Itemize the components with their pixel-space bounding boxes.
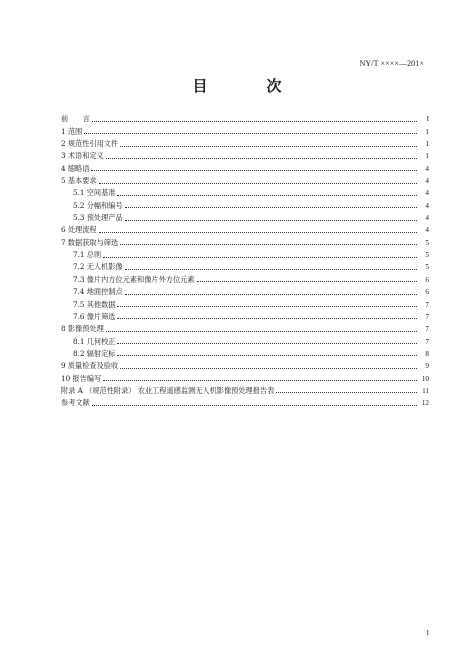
- dot-leader: [91, 170, 417, 171]
- toc-entry[interactable]: [61, 173, 429, 185]
- dot-leader: [117, 343, 417, 344]
- dot-leader: [117, 195, 417, 196]
- toc-subentry[interactable]: [61, 197, 429, 209]
- toc-entry[interactable]: [61, 395, 429, 407]
- toc-subentry[interactable]: [61, 185, 429, 197]
- toc-entry-label: 2 规范性引用文件: [61, 139, 119, 149]
- toc-entry-label: 6 处理流程: [61, 225, 97, 235]
- toc-subentry[interactable]: [61, 284, 429, 296]
- toc-entry-label: 7.3 像片内方位元素和像片外方位元素: [73, 274, 195, 284]
- toc-entry-page: 7: [425, 300, 429, 309]
- toc-entry[interactable]: [61, 222, 429, 234]
- toc-entry-page: 7: [425, 312, 429, 321]
- dot-leader: [125, 207, 417, 208]
- toc-entry-page: 11: [422, 386, 429, 395]
- standard-code: NY/T ××××—201×: [359, 59, 424, 68]
- toc-subentry[interactable]: [61, 309, 429, 321]
- dot-leader: [99, 232, 417, 233]
- toc-entry[interactable]: [61, 358, 429, 370]
- toc-entry-page: 4: [425, 189, 429, 198]
- toc-entry-label: 4 缩略语: [61, 163, 90, 173]
- dot-leader: [92, 121, 417, 122]
- dot-leader: [103, 257, 417, 258]
- toc-entry[interactable]: [61, 234, 429, 246]
- toc-entry-label: 10 报告编写: [61, 373, 102, 383]
- toc-entry-page: 4: [425, 214, 429, 223]
- toc-entry-page: 1: [425, 127, 429, 136]
- dot-leader: [120, 244, 417, 245]
- toc-entry[interactable]: [61, 136, 429, 148]
- toc-entry-label: 8 影像预处理: [61, 324, 104, 334]
- toc-entry[interactable]: [61, 123, 429, 135]
- dot-leader: [125, 294, 417, 295]
- dot-leader: [106, 158, 417, 159]
- dot-leader: [92, 405, 417, 406]
- toc-entry-page: 6: [425, 288, 429, 297]
- toc-entry-page: 4: [425, 226, 429, 235]
- toc-subentry[interactable]: [61, 247, 429, 259]
- toc-entry-label: 3 术语和定义: [61, 151, 104, 161]
- dot-leader: [125, 269, 417, 270]
- dot-leader: [125, 220, 417, 221]
- toc-entry-page: 8: [425, 349, 429, 358]
- toc-entry-page: 5: [425, 263, 429, 272]
- page-number: I: [426, 629, 429, 637]
- toc-entry-label: 7.1 总则: [73, 250, 102, 260]
- dot-leader: [120, 368, 417, 369]
- toc-entry-label: 7.5 其他数据: [73, 299, 116, 309]
- toc-entry-page: 7: [425, 325, 429, 334]
- toc-subentry[interactable]: [61, 210, 429, 222]
- toc-entry[interactable]: [61, 148, 429, 160]
- toc-entry-label: 7.6 像片筛选: [73, 311, 116, 321]
- toc-entry-page: 9: [425, 362, 429, 371]
- toc-entry-label: 5 基本要求: [61, 176, 97, 186]
- toc-entry-page: 4: [425, 164, 429, 173]
- toc-entry-page: 6: [425, 275, 429, 284]
- toc-entry[interactable]: [61, 321, 429, 333]
- toc-subentry[interactable]: [61, 259, 429, 271]
- toc-subentry[interactable]: [61, 333, 429, 345]
- toc-entry-label: 5.1 空间基准: [73, 188, 116, 198]
- toc-entry-label: 7 数据获取与筛选: [61, 237, 119, 247]
- toc-entry-page: 1: [425, 152, 429, 161]
- toc-entry-label: 5.3 预处理产品: [73, 213, 123, 223]
- toc-entry-label: 前 言: [61, 114, 90, 124]
- toc-entry-label: 9 质量检查及验收: [61, 361, 119, 371]
- toc-entry-page: 10: [421, 374, 429, 383]
- dot-leader: [276, 392, 417, 393]
- toc-entry-page: 1: [425, 140, 429, 149]
- toc-subentry[interactable]: [61, 296, 429, 308]
- toc-entry-label: 参考文献: [61, 398, 90, 408]
- toc-entry-page: 4: [425, 177, 429, 186]
- dot-leader: [120, 146, 417, 147]
- page-title: 目 次: [192, 77, 304, 95]
- dot-leader: [99, 183, 417, 184]
- toc-subentry[interactable]: [61, 271, 429, 283]
- toc-entry[interactable]: [61, 370, 429, 382]
- dot-leader: [84, 133, 417, 134]
- toc-entry-label: 7.4 地面控制点: [73, 287, 123, 297]
- toc-entry-label: 5.2 分幅和编号: [73, 200, 123, 210]
- toc-entry-page: 12: [421, 399, 429, 408]
- toc-subentry[interactable]: [61, 346, 429, 358]
- dot-leader: [117, 318, 417, 319]
- toc-entry-label: 附录 A （规范性附录） 农业工程遥感监测无人机影像预处理报告表: [61, 385, 275, 395]
- toc-entry-label: 8.1 几何校正: [73, 336, 116, 346]
- toc-entry-page: 5: [425, 251, 429, 260]
- dot-leader: [197, 281, 417, 282]
- toc-entry[interactable]: [61, 111, 429, 123]
- dot-leader: [117, 306, 417, 307]
- toc-entry-label: 1 范围: [61, 126, 83, 136]
- toc-entry-page: 4: [425, 201, 429, 210]
- toc-entry-label: 7.2 无人机影像: [73, 262, 123, 272]
- dot-leader: [106, 331, 417, 332]
- toc-entry[interactable]: [61, 160, 429, 172]
- toc-entry-label: 8.2 辐射定标: [73, 348, 116, 358]
- toc-entry-page: 7: [425, 337, 429, 346]
- toc-entry-page: 5: [425, 238, 429, 247]
- toc-entry[interactable]: [61, 383, 429, 395]
- table-of-contents: [61, 111, 429, 407]
- dot-leader: [117, 355, 417, 356]
- dot-leader: [103, 380, 417, 381]
- toc-entry-page: I: [426, 115, 429, 124]
